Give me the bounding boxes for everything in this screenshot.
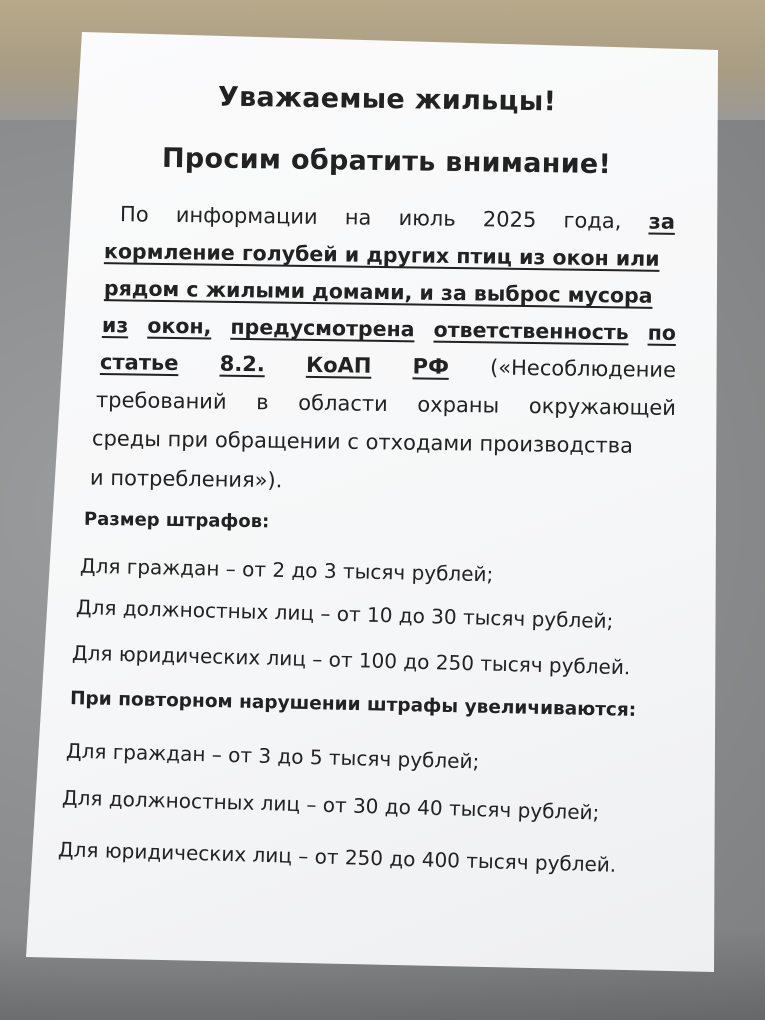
- fines-heading: Размер штрафов:: [83, 508, 270, 533]
- notice-subtitle: Просим обратить внимание!: [161, 142, 612, 181]
- intro-line-8: и потребления»).: [89, 465, 283, 493]
- intro-line-6: требований в области охраны окружающей: [95, 387, 677, 421]
- repeat-fines-heading: При повторном нарушении штрафы увеличиваются:: [69, 688, 637, 721]
- intro-line-1: По информации на июль 2025 года, за: [119, 202, 676, 234]
- fine-item: Для должностных лиц – от 10 до 30 тысяч рублей;: [75, 594, 614, 634]
- intro-line-4: из окон, предусмотрена ответственность по: [101, 312, 677, 346]
- intro-line-3: рядом с жилыми домами, и за выброс мусора: [103, 276, 653, 308]
- repeat-fine-item: Для должностных лиц – от 30 до 40 тысяч рублей;: [61, 785, 600, 825]
- repeat-fine-item: Для граждан – от 3 до 5 тысяч рублей;: [65, 738, 480, 774]
- repeat-fine-item: Для юридических лиц – от 250 до 400 тысяч рублей.: [57, 837, 617, 877]
- fine-item: Для юридических лиц – от 100 до 250 тысяч рублей.: [71, 640, 631, 680]
- intro-line-7: среды при обращении с отходами производства: [91, 426, 634, 458]
- intro-line-5: статье 8.2. КоАП РФ («Несоблюдение: [99, 349, 677, 383]
- fine-item: Для граждан – от 2 до 3 тысяч рублей;: [79, 553, 494, 587]
- intro-line-2: кормление голубей и других птиц из окон или: [103, 239, 660, 271]
- notice-title: Уважаемые жильцы!: [217, 81, 557, 118]
